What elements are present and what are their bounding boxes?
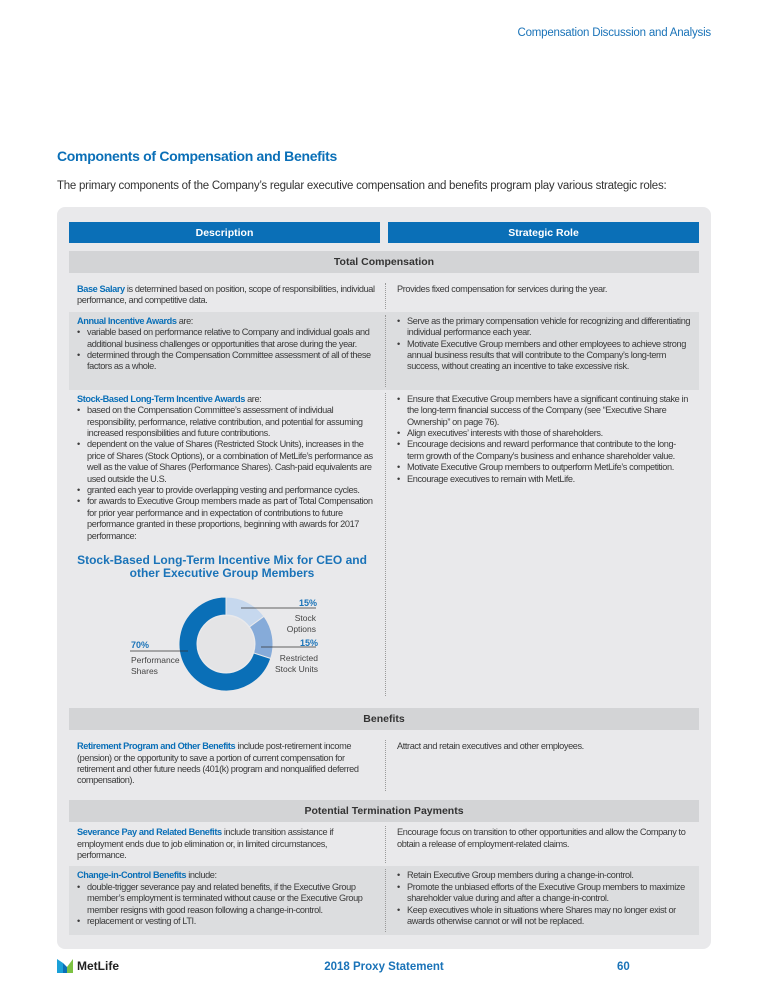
table-row [69, 312, 699, 390]
description-cell [69, 312, 385, 390]
bullet-item: • Motivate Executive Group members and other employees to achieve strong annual business results that will contribute to the Company’s long-term success, without creating an incentive to take excessive risk. [397, 339, 691, 373]
bullet-item: • determined through the Compensation Committee assessment of all of these factors as a whole. [77, 350, 377, 373]
bullet-item: • Align executives’ interests with those of shareholders. [397, 428, 691, 439]
bullet-item: • Keep executives whole in situations where Shares may no longer exist or awards otherwise cannot or will not be replaced. [397, 905, 691, 928]
table-body [69, 251, 699, 935]
label-performance-shares: Performance Shares [131, 655, 180, 676]
description-cell [69, 737, 385, 794]
bullet-item: • Promote the unbiased efforts of the Executive Group members to maximize shareholder value during and after a change-in-control. [397, 882, 691, 905]
bullet-item: • Encourage decisions and reward performance that contribute to the long-term growth of the Company’s business and enhance shareholder value. [397, 439, 691, 462]
section-intro: The primary components of the Company’s regular executive compensation and benefits program play various strategic roles: [57, 180, 667, 192]
component-desc: are: [176, 315, 193, 326]
role-bullets [397, 870, 691, 927]
table-panel [57, 207, 711, 949]
footer-title: 2018 Proxy Statement [324, 961, 444, 973]
bullet-item: • variable based on performance relative to Company and individual goals and additional business challenges or opportunities that arose during the year. [77, 327, 377, 350]
bullet-item: • Serve as the primary compensation vehicle for recognizing and differentiating individual performance each year. [397, 316, 691, 339]
section-header: Total Compensation [69, 251, 699, 273]
component-desc: are: [244, 393, 262, 404]
component-desc: include post-retirement income (pension) or the opportunity to save a portion of current compensation for retirement and other future needs (401(k) program and nonqualified deferred compensation). [77, 741, 359, 786]
bullet-item: • Retain Executive Group members during a change-in-control. [397, 870, 691, 881]
bullet-item: • double-trigger severance pay and related benefits, if the Executive Group member’s employment is terminated without cause or the Executive Group member resigns with good reason following a change-in-control. [77, 882, 377, 916]
section-header: Potential Termination Payments [69, 800, 699, 822]
chart-block [77, 554, 377, 694]
table-row [69, 280, 699, 312]
donut-hole [198, 616, 254, 672]
component-name: Annual Incentive Awards [77, 315, 177, 326]
description-bullets [77, 327, 377, 373]
role-bullets [397, 316, 691, 373]
label-pct-rsu: 15% [300, 638, 319, 649]
description-bullets [77, 882, 377, 928]
component-name: Change-in-Control Benefits [77, 870, 187, 881]
description-cell [69, 823, 385, 866]
page-number: 60 [617, 961, 630, 973]
column-header-strategic-role: Strategic Role [388, 222, 699, 243]
strategic-role-cell [385, 283, 699, 309]
description-cell [69, 280, 385, 312]
bullet-item: • based on the Compensation Committee’s assessment of individual responsibility, performance, relative contribution, and potential for assuming increased responsibilities and future contributions. [77, 405, 377, 439]
component-name: Retirement Program and Other Benefits [77, 741, 236, 752]
bullet-item: • granted each year to provide overlapping vesting and performance cycles. [77, 485, 377, 496]
component-name: Base Salary [77, 284, 125, 294]
bullet-item: • Encourage executives to remain with MetLife. [397, 474, 691, 485]
column-header-description: Description [69, 222, 380, 243]
label-pct-stock-options: 15% [299, 598, 318, 609]
strategic-role-cell [385, 315, 699, 387]
chart-title: Stock-Based Long-Term Incentive Mix for CEO and other Executive Group Members [77, 553, 367, 581]
strategic-role-cell [385, 393, 699, 696]
label-pct-performance-shares: 70% [131, 640, 150, 651]
bullet-item: • Ensure that Executive Group members have a significant continuing stake in the long-term financial success of the Company (see “Executive Share Ownership” on page 76). [397, 394, 691, 428]
label-rsu: Restricted Stock Units [275, 653, 318, 674]
column-headers [69, 222, 699, 243]
table-row [69, 866, 699, 935]
table-row [69, 737, 699, 794]
brand-name: MetLife [77, 959, 119, 973]
description-bullets [77, 405, 377, 542]
description-cell [69, 390, 385, 699]
component-name: Stock-Based Long-Term Incentive Awards [77, 393, 245, 404]
strategic-role-cell [385, 826, 699, 863]
description-cell [69, 866, 385, 935]
label-stock-options: Stock Options [286, 613, 316, 634]
strategic-role-cell [385, 869, 699, 932]
role-text: Attract and retain executives and other employees. [397, 741, 584, 752]
section-header: Benefits [69, 708, 699, 730]
bullet-item: • dependent on the value of Shares (Restricted Stock Units), increases in the price of Shares (Stock Options), or a combination of MetLife’s performance as well as the value of Shares (Performance Shares). Cash-paid equivalents are used outside the U.S. [77, 439, 377, 485]
bullet-item: • replacement or vesting of LTI. [77, 916, 377, 927]
table-row [69, 390, 699, 699]
running-header: Compensation Discussion and Analysis [517, 27, 711, 39]
table-row [69, 823, 699, 866]
role-bullets [397, 394, 691, 485]
bullet-item: • Motivate Executive Group members to outperform MetLife’s competition. [397, 462, 691, 473]
component-desc: include: [186, 870, 217, 881]
bullet-item: • for awards to Executive Group members made as part of Total Compensation for prior year performance and in expectation of contributions to future performance granted in these proportions, beginning with awards for 2017 performance: [77, 496, 377, 542]
strategic-role-cell [385, 740, 699, 791]
component-name: Severance Pay and Related Benefits [77, 827, 222, 838]
section-title: Components of Compensation and Benefits [57, 148, 337, 164]
role-text: Provides fixed compensation for services during the year. [397, 284, 608, 294]
component-desc: include transition assistance if employment ends due to job elimination or, in limited circumstances, performance. [77, 827, 334, 860]
component-desc: is determined based on position, scope of responsibilities, individual performance, and competitive data. [77, 284, 375, 306]
role-text: Encourage focus on transition to other opportunities and allow the Company to obtain a release of employment-related claims. [397, 827, 686, 849]
